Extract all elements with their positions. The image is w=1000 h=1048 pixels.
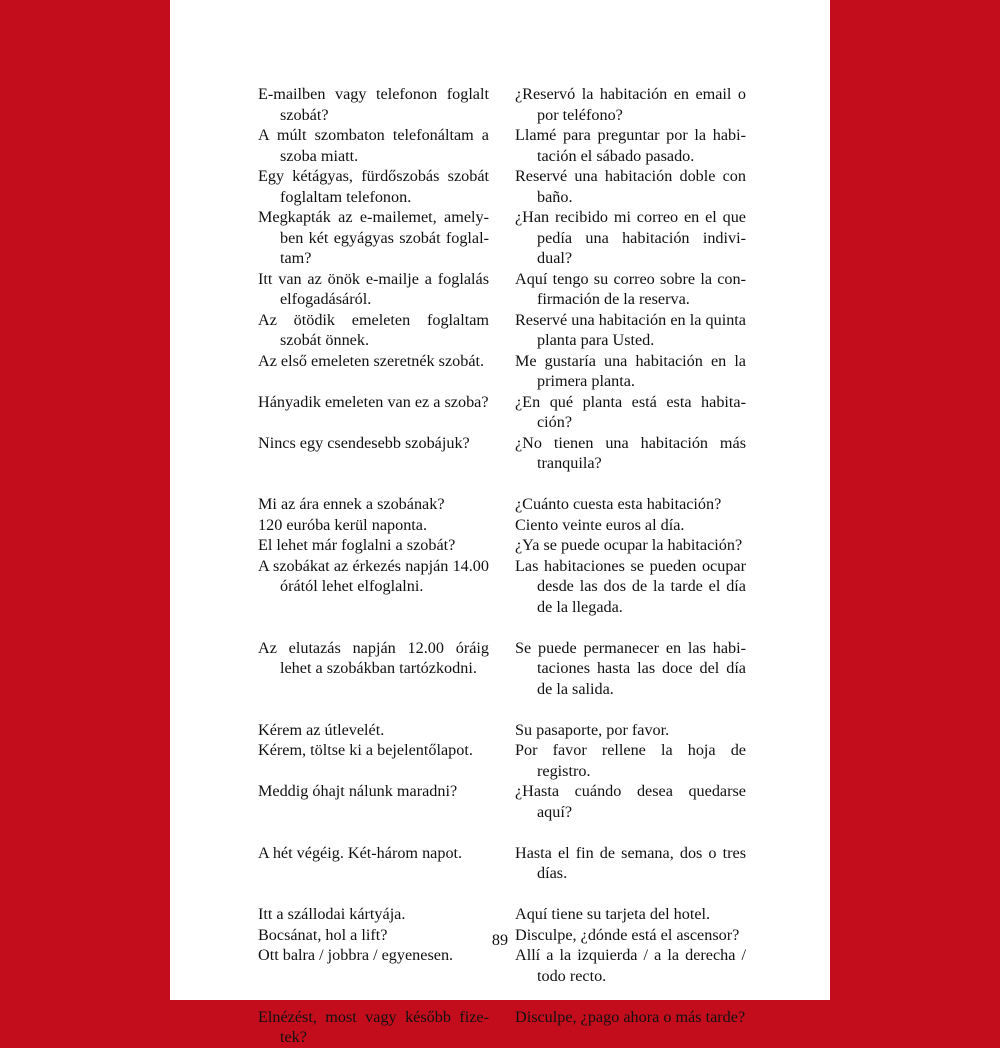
phrase-row	[258, 392, 746, 433]
phrase-row	[258, 720, 746, 741]
phrase-list	[258, 84, 746, 1048]
phrase-row	[258, 269, 746, 310]
phrase-row	[258, 207, 746, 269]
spanish-phrase: Aquí tiene su tarjeta del hotel.	[515, 905, 711, 923]
phrase-row	[258, 515, 746, 536]
spanish-phrase: Me gustaría una habitación en la primera planta.	[515, 351, 746, 390]
hungarian-phrase: Az első emeleten szeretnék szobát.	[258, 351, 485, 370]
spanish-phrase: Se puede permanecer en las habitaciones hasta las doce del día de la salida.	[515, 638, 746, 698]
spanish-phrase: Reservé una habitación en la quinta planta para Usted.	[515, 310, 746, 349]
phrase-row	[258, 310, 746, 351]
hungarian-phrase: Nincs egy csendesebb szobájuk?	[258, 433, 470, 452]
hungarian-phrase: Ott balra / jobbra / egyenesen.	[258, 946, 454, 964]
phrase-row	[258, 843, 746, 884]
hungarian-phrase: E-mailben vagy telefonon foglalt szobát?	[258, 85, 489, 124]
spanish-phrase: Aquí tengo su correo sobre la confirmación de la reserva.	[515, 269, 746, 308]
spanish-phrase: ¿Ya se puede ocupar la habitación?	[515, 536, 743, 554]
hungarian-phrase: A hét végéig. Két-három napot.	[258, 843, 463, 862]
hungarian-phrase: Kérem, töltse ki a bejelentőlapot.	[258, 741, 473, 759]
spanish-phrase: Hasta el fin de semana, dos o tres días.	[515, 843, 746, 882]
book-page	[170, 0, 830, 1046]
phrase-row	[258, 904, 746, 925]
spanish-phrase: Disculpe, ¿dónde está el ascensor?	[515, 925, 740, 944]
page-number: 89	[491, 931, 509, 949]
hungarian-phrase: Az elutazás napján 12.00 óráig lehet a szobákban tartózkodni.	[258, 638, 489, 677]
hungarian-phrase: Megkapták az e-mailemet, amelyben két egyágyas szobát foglaltam?	[258, 208, 489, 267]
phrase-row	[258, 945, 746, 986]
hungarian-phrase: El lehet már foglalni a szobát?	[258, 536, 456, 554]
hungarian-phrase: Egy kétágyas, fürdőszobás szobát foglaltam telefonon.	[258, 167, 489, 206]
spanish-phrase: Las habitaciones se pueden ocupar desde las dos de la tarde el día de la llegada.	[515, 556, 746, 616]
spanish-phrase: ¿En qué planta está esta habitación?	[515, 392, 746, 431]
hungarian-phrase: Itt van az önök e-mailje a foglalás elfogadásáról.	[258, 269, 489, 308]
phrase-row	[258, 125, 746, 166]
spanish-phrase: Reservé una habitación doble con baño.	[515, 167, 746, 206]
hungarian-phrase: Az ötödik emeleten foglaltam szobát önnek.	[258, 310, 489, 349]
spanish-phrase: Llamé para preguntar por la habitación el sábado pasado.	[515, 126, 746, 165]
hungarian-phrase: Meddig óhajt nálunk maradni?	[258, 782, 458, 800]
spanish-phrase: ¿Cuánto cuesta esta habitación?	[515, 495, 722, 513]
phrase-row	[258, 535, 746, 556]
phrase-row	[258, 1007, 746, 1048]
hungarian-phrase: Hányadik emeleten van ez a szoba?	[258, 392, 489, 411]
spanish-phrase: Disculpe, ¿pago ahora o más tarde?	[515, 1007, 746, 1026]
hungarian-phrase: Mi az ára ennek a szobának?	[258, 495, 445, 513]
phrase-row	[258, 433, 746, 474]
hungarian-phrase: 120 euróba kerül naponta.	[258, 515, 428, 534]
spanish-phrase: Ciento veinte euros al día.	[515, 515, 685, 534]
phrase-row	[258, 494, 746, 515]
phrase-row	[258, 740, 746, 781]
phrase-row	[258, 166, 746, 207]
phrase-row	[258, 781, 746, 822]
phrase-row	[258, 638, 746, 700]
phrase-row	[258, 84, 746, 125]
spanish-phrase: ¿No tienen una habitación más tranquila?	[515, 433, 746, 472]
phrase-row	[258, 351, 746, 392]
spanish-phrase: Su pasaporte, por favor.	[515, 720, 670, 739]
hungarian-phrase: A múlt szombaton telefonáltam a szoba miatt.	[258, 126, 489, 165]
hungarian-phrase: Kérem az útlevelét.	[258, 720, 385, 739]
hungarian-phrase: A szobákat az érkezés napján 14.00 órától lehet elfoglalni.	[258, 556, 489, 595]
spanish-phrase: Allí a la izquierda / a la derecha / todo recto.	[515, 946, 746, 985]
spanish-phrase: ¿Han recibido mi correo en el que pedía una habitación individual?	[515, 208, 746, 267]
hungarian-phrase: Elnézést, most vagy később fizetek?	[258, 1007, 489, 1046]
spanish-phrase: ¿Reservó la habitación en email o por teléfono?	[515, 85, 746, 124]
spanish-phrase: Por favor rellene la hoja de registro.	[515, 741, 746, 780]
spanish-phrase: ¿Hasta cuándo desea quedarse aquí?	[515, 782, 746, 821]
hungarian-phrase: Bocsánat, hol a lift?	[258, 925, 388, 944]
hungarian-phrase: Itt a szállodai kártyája.	[258, 905, 406, 923]
phrase-row	[258, 556, 746, 618]
